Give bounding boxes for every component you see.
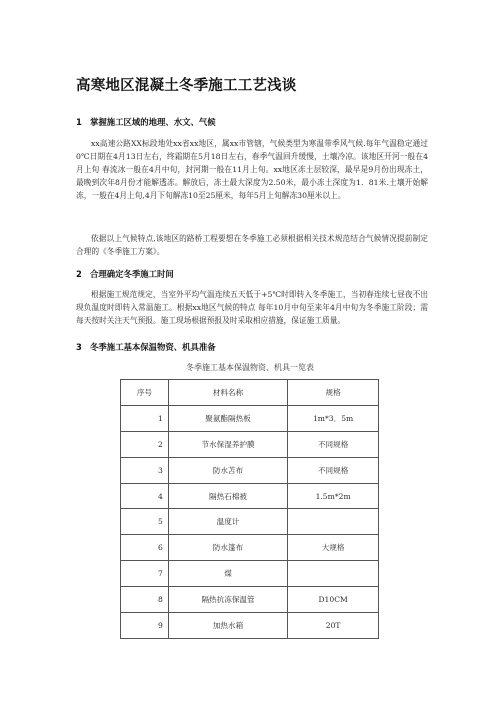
cell-material: 加热水箱 [168, 613, 287, 639]
cell-spec: D10CM [288, 587, 379, 613]
section-number: 3 [76, 342, 82, 352]
cell-index: 5 [121, 509, 169, 535]
cell-spec: 不同规格 [288, 457, 379, 483]
section-heading-2 [76, 268, 174, 280]
cell-index: 2 [121, 431, 169, 457]
cell-spec [288, 509, 379, 535]
cell-spec: 大规格 [288, 535, 379, 561]
cell-material: 隔热石棉被 [168, 483, 287, 509]
section-title: 冬季施工基本保温物资、机具准备 [90, 342, 216, 352]
cell-material: 防水篷布 [168, 535, 287, 561]
header-spec: 规格 [288, 380, 379, 406]
section-title: 合理确定冬季施工时间 [90, 269, 174, 279]
cell-index: 6 [121, 535, 169, 561]
materials-table [120, 379, 379, 639]
table-row [121, 405, 379, 431]
cell-spec: 1m*3．5m [288, 405, 379, 431]
table-row [121, 535, 379, 561]
table-row [121, 587, 379, 613]
cell-index: 3 [121, 457, 169, 483]
table-row [121, 483, 379, 509]
paragraph: 根据施工规范规定，当室外平均气温连续五天低于+5℃时即转入冬季施工，当初春连续七昼夜不出现负温度时即转入常温施工。根据xx地区气候的特点 每年10月中旬至来年4月中旬为冬季施工阶段；需每天按时关注天气预报。施工现场根据预报及时采取相应措施，保证施工质量。 [76, 290, 428, 325]
table-header-row [121, 380, 379, 406]
section-number: 2 [76, 269, 82, 279]
cell-index: 1 [121, 405, 169, 431]
document-title: 高寒地区混凝土冬季施工工艺浅谈 [76, 78, 297, 94]
table-caption: 冬季施工基本保温物资、机具一览表 [186, 363, 314, 372]
cell-material: 防水苫布 [168, 457, 287, 483]
cell-index: 9 [121, 613, 169, 639]
cell-spec: 1.5m*2m [288, 483, 379, 509]
cell-material: 聚氨酯隔热板 [168, 405, 287, 431]
cell-index: 4 [121, 483, 169, 509]
cell-index: 7 [121, 561, 169, 587]
paragraph: xx高速公路XX标段地处xx省xx地区，属xx市管辖，气候类型为寒温带季风气候.每年气温稳定通过0℃日期在4月13日左右，终霜期在5月18日左右，春季气温回升缓慢，土壤冷凉。该地区开河一般在4月上旬 春流冰一般在4月中旬，封河期一般在11月上旬。xx地区冻土层较深，最早是9月份出现冻土，最晚到次年8月份才能解透冻。解放后，冻土最大深度为2.50米，最小冻土深度为1．81米.土壤开始解冻，一般在4月上旬,4月下旬解冻10至25厘米，每年5月上旬解冻30厘米以上。 [76, 139, 428, 200]
table-row [121, 509, 379, 535]
section-heading-1 [76, 116, 216, 128]
cell-material: 温度计 [168, 509, 287, 535]
table-row [121, 431, 379, 457]
cell-material: 节水保湿养护膜 [168, 431, 287, 457]
cell-spec [288, 561, 379, 587]
table-row [121, 613, 379, 639]
cell-spec: 20T [288, 613, 379, 639]
section-number: 1 [76, 117, 82, 127]
section-title: 掌握施工区域的地理、水文、气候 [90, 117, 216, 127]
header-material-name: 材料名称 [168, 380, 287, 406]
cell-index: 8 [121, 587, 169, 613]
header-index: 序号 [121, 380, 169, 406]
section-heading-3 [76, 341, 216, 353]
table-row [121, 561, 379, 587]
table-row [121, 457, 379, 483]
cell-material: 煤 [168, 561, 287, 587]
cell-material: 隔热抗冻保温管 [168, 587, 287, 613]
paragraph: 依据以上气候特点,该地区的路桥工程要想在冬季施工必须根据相关技术规范结合气候情况提前制定合理的《冬季施工方案》。 [76, 234, 428, 256]
cell-spec: 不同规格 [288, 431, 379, 457]
